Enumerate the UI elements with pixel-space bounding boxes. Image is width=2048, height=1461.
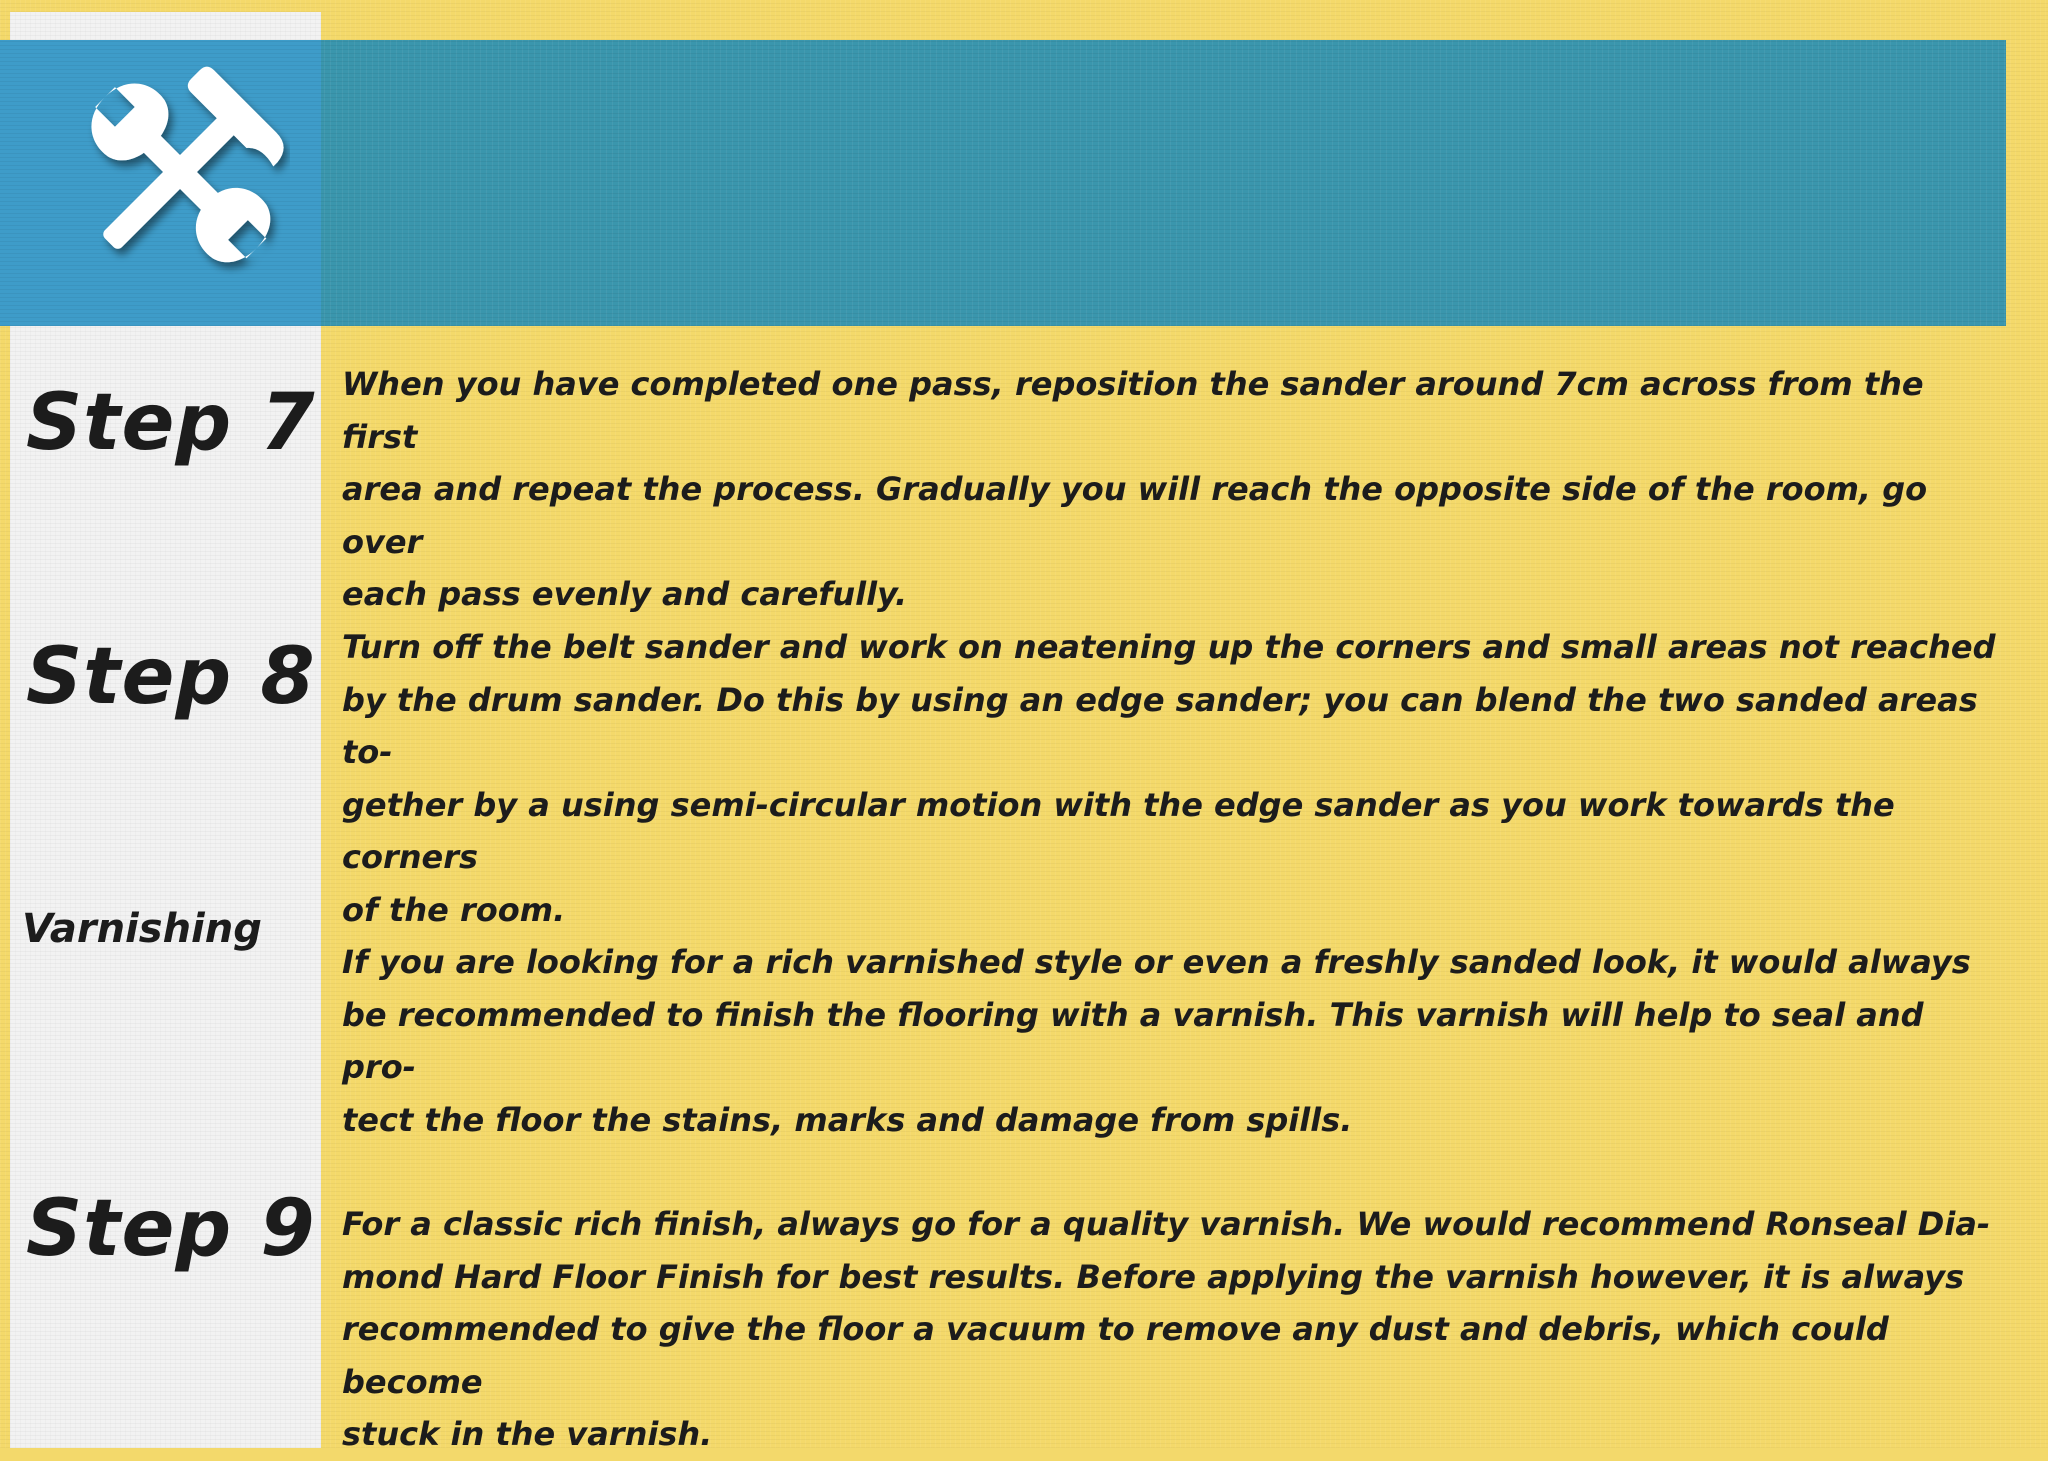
step-8-label: Step 8 <box>26 632 316 722</box>
step-9-label: Step 9 <box>26 1184 316 1274</box>
varnishing-text: If you are looking for a rich varnished style or even a freshly sanded look, it would always be recommended to finish the flooring with a varnish. This varnish will help to seal and pro- tect the floor the stains, marks and damage from spills. <box>342 943 1971 1139</box>
step-7-text: When you have completed one pass, reposition the sander around 7cm across from the first area and repeat the process. Gradually you will reach the opposite side of the room, go over each pass evenly and carefully. <box>342 365 1928 613</box>
tools-icon <box>70 62 290 282</box>
varnishing-label: Varnishing <box>22 906 262 952</box>
step-7-label: Step 7 <box>26 378 316 468</box>
step-9-text: For a classic rich finish, always go for a quality varnish. We would recommend Ronseal Dia- mond Hard Floor Finish for best results. Before applying the varnish however, it is always recommended to give the floor a vacuum to remove any dust and debris, which could become stuck in the varnish. <box>342 1205 1991 1453</box>
step-8-text: Turn off the belt sander and work on neatening up the corners and small areas not reached by the drum sander. Do this by using an edge sander; you can blend the two sanded areas to- gether by a using semi-circular motion with the edge sander as you work towards the corners of the room. <box>342 628 1996 929</box>
